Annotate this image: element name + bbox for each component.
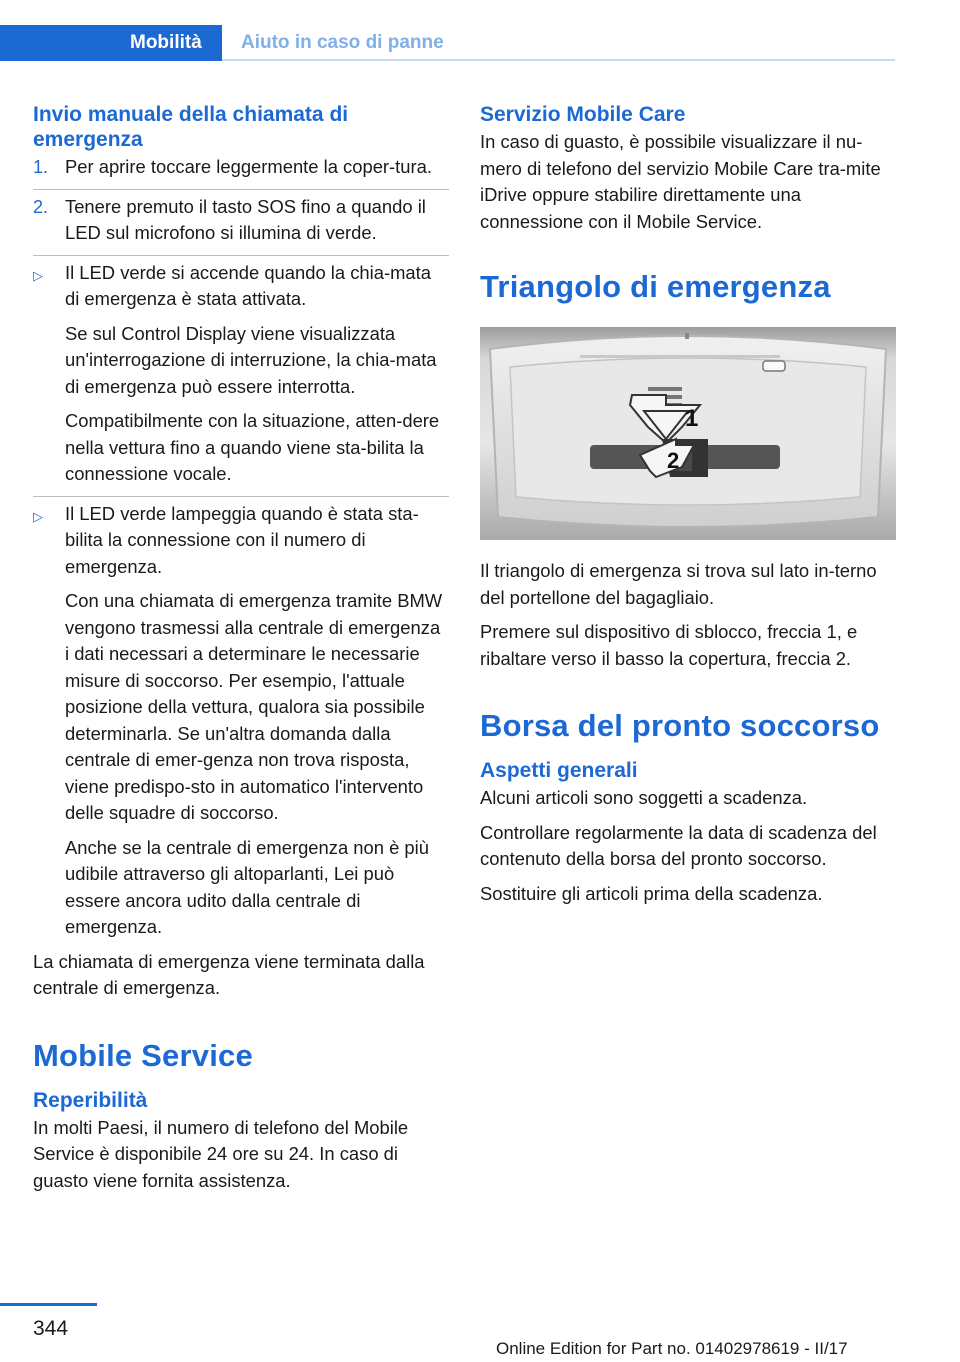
closing-text: La chiamata di emergenza viene terminata dalla centrale di emergenza. — [33, 950, 425, 998]
page-number: 344 — [33, 1317, 69, 1340]
step-number: 2. — [33, 196, 49, 217]
bullet-paragraph: Anche se la centrale di emergenza non è più udibile attraverso gli altoparlanti, Lei può essere ancora udito dalla centrale di emergenza. — [65, 836, 429, 937]
chapter-tab: Aiuto in caso di panne — [241, 32, 444, 53]
general-aspects-heading: Aspetti generali — [480, 759, 638, 782]
header-rule — [222, 59, 895, 61]
mobile-service-title: Mobile Service — [33, 1037, 253, 1073]
bullet-text: Il LED verde lampeggia quando è stata sta‐bilita la connessione con il numero di emergenza. — [65, 502, 419, 577]
bullet-led-blink — [33, 496, 449, 941]
warning-triangle-title: Triangolo di emergenza — [480, 269, 831, 304]
trunk-lid-illustration — [480, 327, 896, 540]
edition-text: Online Edition for Part no. 01402978619 - II/17 — [496, 1339, 848, 1358]
arrow-label-2: 2 — [667, 448, 680, 473]
first-aid-paragraph: Controllare regolarmente la data di scadenza del contenuto della borsa del pronto soccorso. — [480, 821, 877, 869]
bullet-text: Il LED verde si accende quando la chia‐mata di emergenza è stata attivata. — [65, 261, 431, 309]
bullet-paragraph: Se sul Control Display viene visualizzata un'interrogazione di interruzione, la chia‐mata di emergenza può essere interrotta. — [65, 322, 437, 397]
right-column — [480, 102, 896, 915]
bullet-paragraph: Con una chiamata di emergenza tramite BMW vengono trasmessi alla centrale di emergenza i dati necessari a determinare le necessarie misure di soccorso. Per esempio, l'attuale posizione della vettura, qualora sia possibile determinarla. Se un'altra domanda dalla centrale di emer‐genza non trova risposta, viene predispo‐sto in automatico l'intervento delle squadre di soccorso. — [65, 590, 443, 823]
page-header — [0, 25, 895, 62]
footer-rule — [0, 1303, 97, 1306]
section-tab: Mobilità — [0, 25, 222, 61]
first-aid-paragraph: Alcuni articoli sono soggetti a scadenza. — [480, 787, 808, 808]
triangle-bullet-icon: ▷ — [33, 267, 43, 283]
arrow-label-1: 1 — [685, 405, 699, 432]
triangle-location-text: Il triangolo di emergenza si trova sul lato in‐terno del portellone del bagagliaio. — [480, 560, 877, 608]
triangle-bullet-icon: ▷ — [33, 508, 43, 524]
reperibilita-text: In molti Paesi, il numero di telefono del Mobile Service è disponibile 24 ore su 24. In caso di guasto viene fornita assistenza. — [33, 1116, 409, 1191]
step-1 — [33, 154, 449, 181]
step-text: Tenere premuto il tasto SOS fino a quando il LED sul microfono si illumina di verde. — [65, 195, 426, 243]
triangle-unlock-text: Premere sul dispositivo di sblocco, freccia 1, e ribaltare verso il basso la copertura, freccia 2. — [480, 621, 858, 669]
step-text: Per aprire toccare leggermente la coper‐tura. — [65, 156, 432, 177]
step-2 — [33, 189, 449, 247]
emergency-call-heading: Invio manuale della chiamata di emergenza — [33, 103, 349, 151]
left-column — [33, 102, 449, 1202]
step-number: 1. — [33, 157, 49, 177]
bullet-led-on — [33, 255, 449, 488]
mobile-care-text: In caso di guasto, è possibile visualizzare il nu‐mero di telefono del servizio Mobile Care tra‐mite iDrive oppure stabilire direttamente una connessione con il Mobile Service. — [480, 131, 881, 232]
bullet-paragraph: Compatibilmente con la situazione, atten‐dere nella vettura fino a quando viene sta‐bilita la connessione vocale. — [65, 410, 440, 484]
mobile-care-heading: Servizio Mobile Care — [480, 103, 686, 126]
first-aid-paragraph: Sostituire gli articoli prima della scadenza. — [480, 882, 823, 904]
first-aid-title: Borsa del pronto soccorso — [480, 708, 880, 743]
reperibilita-heading: Reperibilità — [33, 1088, 148, 1112]
